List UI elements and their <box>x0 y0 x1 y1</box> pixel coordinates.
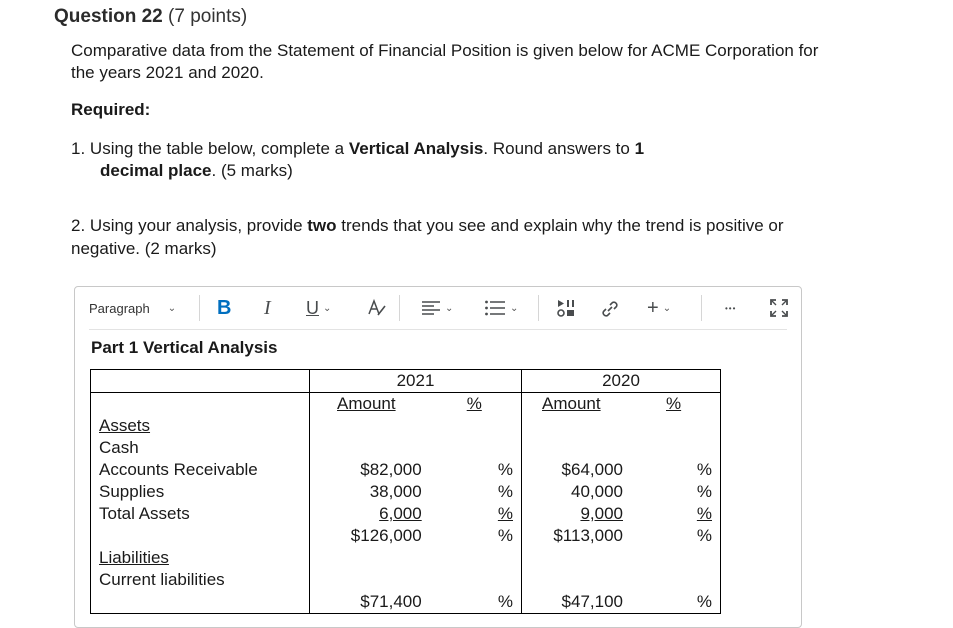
amount-2021-header: Amount <box>337 394 396 413</box>
rich-text-editor[interactable] <box>74 286 802 628</box>
text-color-button[interactable] <box>366 297 388 319</box>
question-points: (7 points) <box>168 6 248 27</box>
instruction-1-number: 1. <box>71 139 86 158</box>
row-label-cash: Cash <box>99 438 139 457</box>
toolbar-divider <box>399 295 400 321</box>
spacer <box>459 547 521 569</box>
question-number: Question 22 <box>54 6 163 27</box>
instruction-2-text-post: trends that you see and explain why the trend is positive or negative. (2 marks) <box>71 216 784 258</box>
total-assets-2021-amount: $126,000 <box>350 526 422 545</box>
amount-2020-header: Amount <box>542 394 601 413</box>
instruction-1-text: Using the table below, complete a <box>89 139 345 158</box>
amount-2020-column <box>522 393 653 614</box>
spacer <box>99 393 301 415</box>
fullscreen-button[interactable] <box>770 297 788 319</box>
editor-toolbar <box>75 287 801 327</box>
chevron-down-icon: ⌄ <box>323 302 332 314</box>
plus-icon: + <box>647 296 659 319</box>
amount-2021-column <box>310 393 459 614</box>
supplies-2021-amount: 6,000 <box>379 504 422 523</box>
spacer <box>652 437 720 459</box>
liabilities-heading: Liabilities <box>99 548 169 567</box>
question-header <box>54 6 247 28</box>
year-2020-label: 2020 <box>602 371 640 390</box>
instruction-1 <box>71 138 811 182</box>
cash-2021-pct[interactable]: % <box>497 460 513 479</box>
chevron-down-icon: ⌄ <box>445 302 454 314</box>
instruction-2-number: 2. <box>71 216 86 235</box>
spacer <box>99 525 301 547</box>
expand-icon <box>770 299 788 317</box>
spacer <box>652 547 720 569</box>
table-header-empty <box>91 370 310 393</box>
spacer <box>652 569 720 591</box>
spacer <box>310 547 459 569</box>
ar-2020-pct[interactable]: % <box>696 482 712 501</box>
table-labels-column <box>91 393 310 614</box>
row-label-supplies: Supplies <box>99 482 165 501</box>
underline-dropdown[interactable] <box>306 297 331 319</box>
current-liabilities-2020-pct[interactable]: % <box>696 592 712 611</box>
media-icon <box>556 298 578 318</box>
total-assets-2020-pct[interactable]: % <box>696 526 712 545</box>
link-icon <box>599 298 621 318</box>
italic-button[interactable] <box>264 297 271 319</box>
paragraph-format-label: Paragraph <box>89 300 150 316</box>
insert-link-button[interactable] <box>599 297 621 319</box>
row-label-current-liabilities: Current liabilities <box>99 570 225 589</box>
insert-dropdown[interactable] <box>647 297 671 319</box>
spacer <box>522 437 652 459</box>
instruction-1-bold-1: 1 <box>634 139 645 158</box>
instruction-1-text-post: . (5 marks) <box>211 161 293 180</box>
total-assets-2020-amount: $113,000 <box>553 526 623 545</box>
pct-2021-column[interactable] <box>459 393 522 614</box>
chevron-down-icon: ⌄ <box>167 302 177 314</box>
spacer <box>459 569 521 591</box>
toolbar-divider <box>199 295 200 321</box>
vertical-analysis-table[interactable] <box>90 369 721 614</box>
bold-icon: B <box>217 296 232 319</box>
bulleted-list-icon <box>484 299 506 317</box>
current-liabilities-2020-amount: $47,100 <box>561 592 623 611</box>
ar-2021-amount: 38,000 <box>369 482 422 501</box>
assets-heading: Assets <box>99 416 151 435</box>
cash-2020-pct[interactable]: % <box>696 460 712 479</box>
question-intro: Comparative data from the Statement of Financial Position is given below for ACME Corporation for the years 2021 and 2020. <box>71 41 819 82</box>
align-left-icon <box>421 299 441 317</box>
instruction-2-bold-two: two <box>307 216 337 235</box>
chevron-down-icon: ⌄ <box>510 302 519 314</box>
pct-2020-column[interactable] <box>652 393 721 614</box>
year-2021-label: 2021 <box>396 371 435 390</box>
required-label: Required: <box>71 100 151 119</box>
align-dropdown[interactable] <box>421 297 453 319</box>
toolbar-divider <box>538 295 539 321</box>
part-title: Part 1 Vertical Analysis <box>91 338 278 357</box>
spacer <box>310 569 459 591</box>
spacer <box>310 415 459 437</box>
instruction-1-bold-decimal: decimal place <box>100 161 212 180</box>
pct-2020-header: % <box>666 394 682 413</box>
spacer <box>522 569 652 591</box>
spacer <box>522 547 652 569</box>
spacer <box>310 437 459 459</box>
chevron-down-icon: ⌄ <box>662 302 672 314</box>
ar-2020-amount: 40,000 <box>571 482 623 501</box>
list-dropdown[interactable] <box>484 297 518 319</box>
supplies-2020-amount: 9,000 <box>580 504 623 523</box>
instruction-2 <box>71 214 811 260</box>
current-liabilities-2021-pct[interactable]: % <box>497 592 513 611</box>
paragraph-format-dropdown[interactable] <box>89 297 176 319</box>
toolbar-divider-line <box>89 329 787 330</box>
supplies-2021-pct[interactable]: % <box>497 504 513 523</box>
cash-2020-amount: $64,000 <box>561 460 623 479</box>
bold-button[interactable] <box>217 297 231 319</box>
underline-icon: U <box>306 297 319 318</box>
current-liabilities-2021-amount: $71,400 <box>360 592 422 611</box>
instruction-2-text: Using your analysis, provide <box>89 216 303 235</box>
insert-media-button[interactable] <box>556 297 578 319</box>
table-header-2020 <box>522 370 721 393</box>
pct-2021-header: % <box>466 394 482 413</box>
more-icon: ••• <box>725 303 737 313</box>
row-label-accounts-receivable: Accounts Receivable <box>99 460 258 479</box>
instruction-1-bold-vertical: Vertical Analysis <box>348 139 484 158</box>
supplies-2020-pct[interactable]: % <box>696 504 712 523</box>
instruction-1-text-mid: . Round answers to <box>483 139 630 158</box>
table-header-2021 <box>310 370 522 393</box>
more-actions-button[interactable] <box>725 297 736 319</box>
spacer <box>652 415 720 437</box>
spacer <box>522 415 652 437</box>
toolbar-divider <box>701 295 702 321</box>
spacer <box>459 415 521 437</box>
spacer <box>459 437 521 459</box>
total-assets-2021-pct[interactable]: % <box>497 526 513 545</box>
cash-2021-amount: $82,000 <box>360 460 422 479</box>
italic-icon: I <box>264 296 271 319</box>
row-label-total-assets: Total Assets <box>99 504 190 523</box>
ar-2021-pct[interactable]: % <box>497 482 513 501</box>
text-color-icon <box>366 298 388 318</box>
